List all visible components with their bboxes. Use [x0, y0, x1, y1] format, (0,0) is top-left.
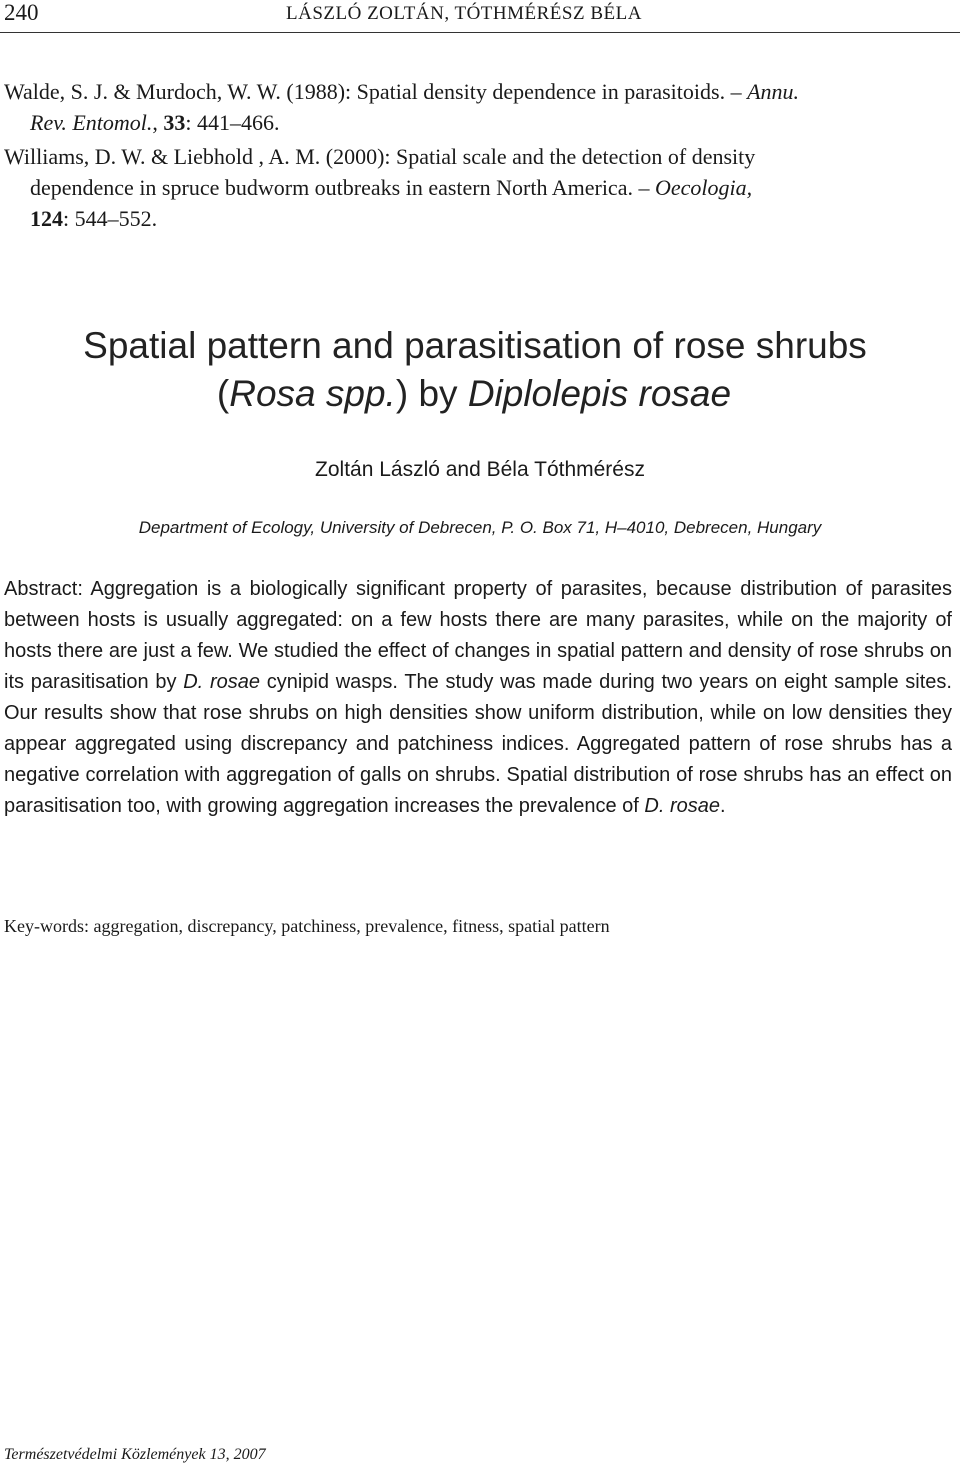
reference-williams: [4, 141, 956, 234]
reference-journal: Annu.: [747, 79, 800, 104]
reference-pages: : 441–466.: [185, 110, 280, 135]
abstract-text-cont: cynipid wasps. The study was made during two years on eight sample sites. Our results show that rose shrubs on high densities show uniform distribution, while on low densities they appear aggregated using discrepancy and patchiness indices. Aggregated pattern of rose shrubs has a negative correlation with aggregation of galls on shrubs. Spatial distribution of rose shrubs has an effect on parasitisation too, with growing aggregation increases the prevalence of: [4, 671, 952, 817]
abstract-end: .: [719, 795, 726, 817]
page-number: 240: [4, 0, 39, 25]
running-head: LÁSZLÓ ZOLTÁN, TÓTHMÉRÉSZ BÉLA: [286, 3, 642, 24]
article-authors: Zoltán László and Béla Tóthmérész: [315, 458, 645, 481]
reference-text-cont: dependence in spruce budworm outbreaks in eastern North America. –: [30, 175, 655, 200]
title-species-rosa: Rosa spp.: [229, 373, 396, 414]
article-title: [0, 322, 960, 418]
reference-journal: Oecologia,: [654, 175, 753, 200]
journal-footer: Természetvédelmi Közlemények 13, 2007: [4, 1446, 266, 1463]
abstract-species-epithet: rosae: [209, 671, 260, 693]
article-title-line1: Spatial pattern and parasitisation of rose shrubs: [83, 325, 867, 366]
keywords: Key-words: aggregation, discrepancy, patchiness, prevalence, fitness, spatial pattern: [4, 916, 610, 936]
abstract-species-final: D. rosae: [644, 795, 720, 817]
abstract: [4, 574, 952, 822]
reference-journal-cont: Rev. Entomol.: [30, 110, 153, 135]
abstract-species-genus: D.: [183, 671, 204, 693]
title-by: ) by: [395, 373, 468, 414]
reference-walde: Walde, S. J. & Murdoch, W. W. (1988): Spatial density dependence in parasitoids. – Annu. Rev. Entomol., 33: 441–466.: [4, 79, 800, 135]
title-paren: (: [216, 373, 230, 414]
reference-text: Williams, D. W. & Liebhold , A. M. (2000): Spatial scale and the detection of density: [4, 144, 756, 169]
header-rule: [0, 32, 960, 33]
reference-volume: 124: [30, 206, 63, 231]
title-species-diplolepis: Diplolepis rosae: [467, 373, 732, 414]
article-affiliation: Department of Ecology, University of Debrecen, P. O. Box 71, H–4010, Debrecen, Hungary: [138, 518, 822, 537]
abstract-text: Abstract: Aggregation is a biologically significant property of parasites, because distribution of parasites between hosts is usually aggregated: on a few hosts there are many parasites, while on the majority of hosts there are just a few. We studied the effect of changes in spatial pattern and density of rose shrubs on its parasitisation by: [4, 578, 952, 693]
reference-pages: : 544–552.: [63, 206, 158, 231]
reference-volume: 33: [163, 110, 186, 135]
reference-text: Walde, S. J. & Murdoch, W. W. (1988): Spatial density dependence in parasitoids. –: [4, 79, 748, 104]
